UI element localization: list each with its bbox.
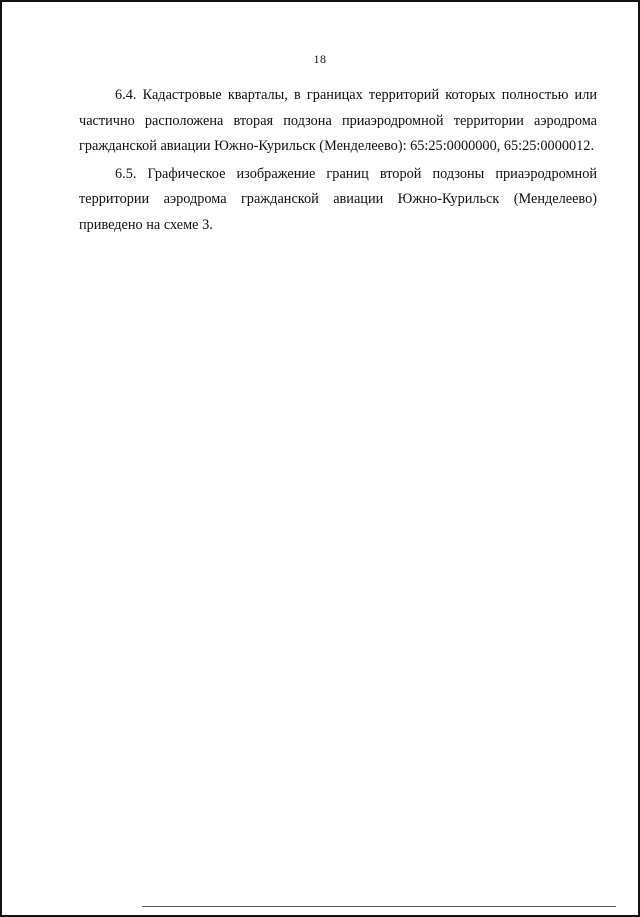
page-number: 18 — [313, 52, 327, 66]
scan-bottom-edge — [142, 906, 616, 907]
paragraph-6-5: 6.5. Графическое изображение границ второй подзоны приаэродромной территории аэродрома гражданской авиации Южно-Курильск (Менделеево) приведено на схеме 3. — [79, 165, 597, 233]
paragraph-6-4: 6.4. Кадастровые кварталы, в границах территорий которых полностью или частично расположена вторая подзона приаэродромной территории аэродрома гражданской авиации Южно-Курильск (Менделеево): 65:25:0000000, 65:25:0000012. — [79, 87, 597, 155]
document-body — [79, 83, 597, 241]
